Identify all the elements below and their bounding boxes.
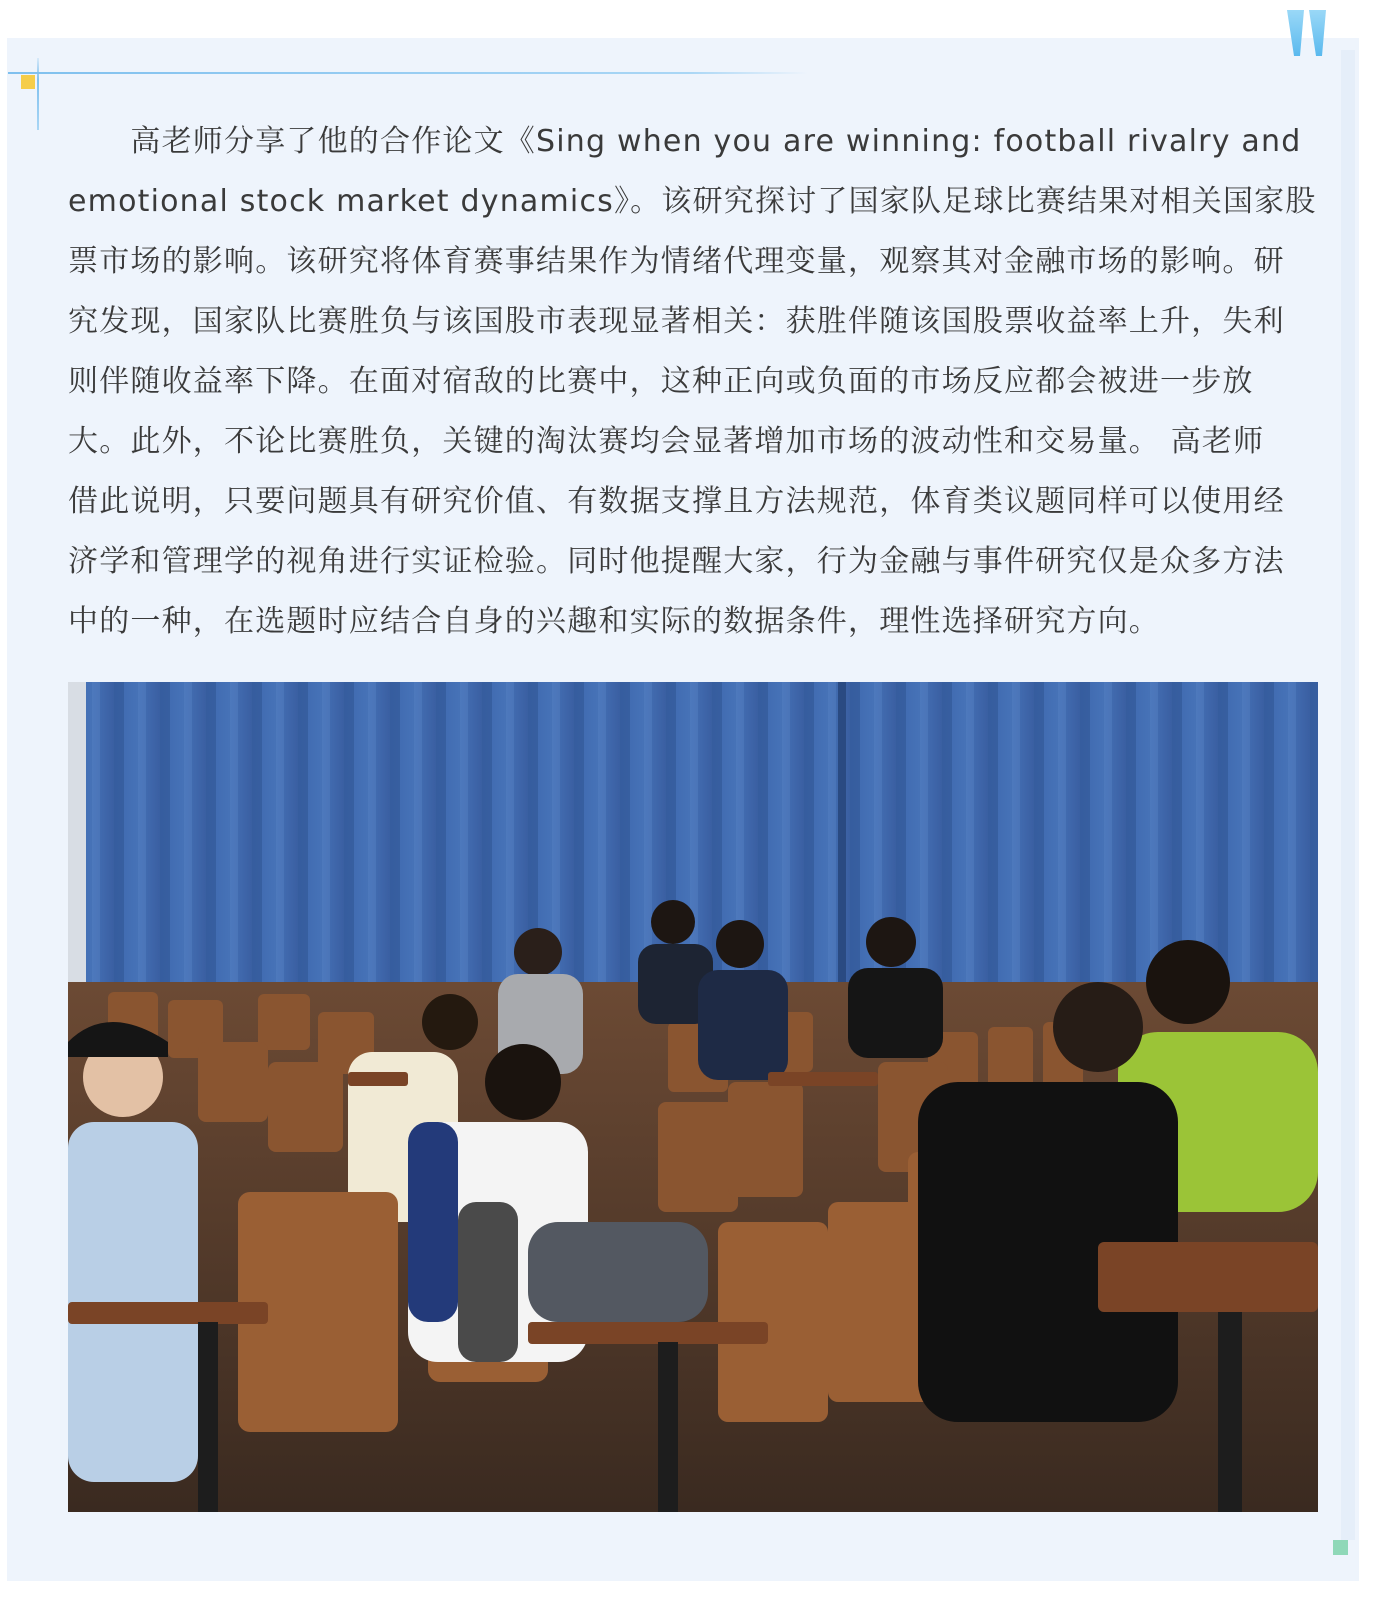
seminar-photo [68, 682, 1318, 1512]
decorative-green-square [1333, 1540, 1348, 1555]
decorative-yellow-square [21, 75, 35, 89]
quote-mark-icon [1285, 8, 1329, 60]
decorative-vertical-line [37, 58, 39, 130]
article-paragraph: 高老师分享了他的合作论文《Sing when you are winning: football rivalry and emotional stock market dynamics》。该研究探讨了国家队足球比赛结果对相关国家股 票市场的影响。该研究将体育赛事结果作为情绪代理变量，观察其对金融市场的影响。研 究发现，国家队比赛胜负与该国股市表现显著相关：获胜伴随该国股票收益率上升，失利 则伴随收益率下降。在面对宿敌的比赛中，这种正向或负面的市场反应都会被进一步放 大。此外，不论比赛胜负，关键的淘汰赛均会显著增加市场的波动性和交易量。 高老师 借此说明，只要问题具有研究价值、有数据支撑且方法规范，体育类议题同样可以使用经 济学和管理学的视角进行实证检验。同时他提醒大家，行为金融与事件研究仅是众多方法 中的一种，在选题时应结合自身的兴趣和实际的数据条件，理性选择研究方向。 [68, 124, 1317, 639]
decorative-horizontal-line [8, 72, 808, 74]
article-body [68, 112, 1368, 652]
